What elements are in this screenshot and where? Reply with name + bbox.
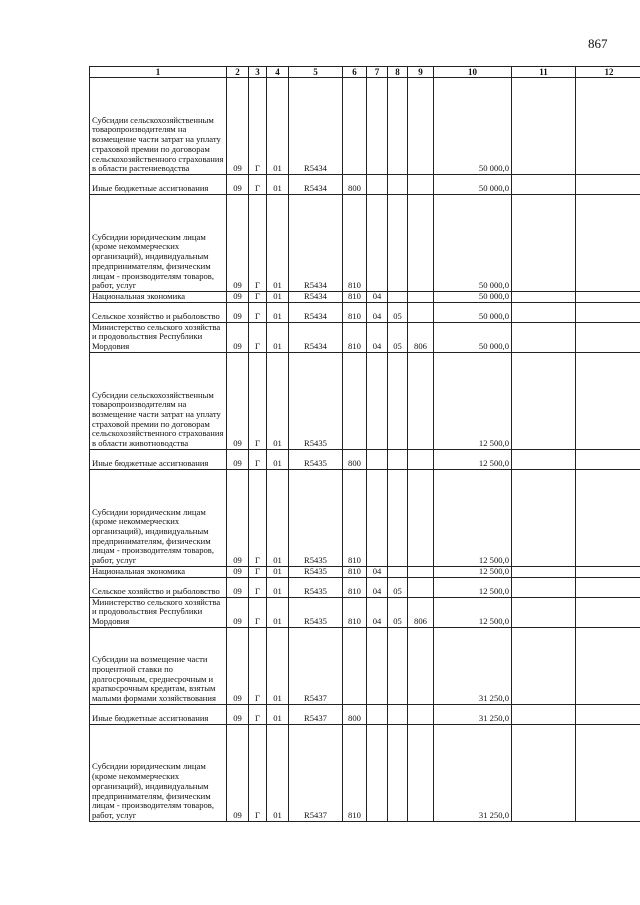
table-row (90, 302, 640, 322)
code-cell-8 (388, 352, 408, 449)
code-cell-8 (388, 195, 408, 292)
code-cell-9 (408, 627, 434, 704)
amount-cell: 50 000,0 (434, 195, 512, 292)
amount-cell: 12 500,0 (434, 597, 512, 627)
column-header-10: 10 (434, 67, 512, 78)
amount-cell: 12 500,0 (434, 469, 512, 566)
code-cell-5: R5434 (289, 292, 343, 303)
code-cell-5: R5435 (289, 566, 343, 577)
code-cell-4: 01 (267, 597, 289, 627)
amount-cell: 31 250,0 (434, 627, 512, 704)
code-cell-11 (512, 627, 576, 704)
code-cell-3: Г (249, 627, 267, 704)
code-cell-8 (388, 469, 408, 566)
code-cell-6: 800 (343, 704, 367, 724)
row-name-cell: Сельское хозяйство и рыболовство (90, 577, 227, 597)
code-cell-9 (408, 566, 434, 577)
code-cell-9 (408, 449, 434, 469)
code-cell-9 (408, 302, 434, 322)
code-cell-7: 04 (367, 577, 388, 597)
code-cell-6: 810 (343, 566, 367, 577)
table-row (90, 577, 640, 597)
code-cell-5: R5437 (289, 627, 343, 704)
code-cell-11 (512, 195, 576, 292)
code-cell-5: R5435 (289, 469, 343, 566)
code-cell-7 (367, 469, 388, 566)
code-cell-5: R5434 (289, 195, 343, 292)
table-row (90, 352, 640, 449)
code-cell-6: 800 (343, 175, 367, 195)
table-row (90, 627, 640, 704)
code-cell-6: 800 (343, 449, 367, 469)
code-cell-5: R5435 (289, 597, 343, 627)
code-cell-11 (512, 302, 576, 322)
table-body (90, 78, 640, 822)
code-cell-4: 01 (267, 627, 289, 704)
code-cell-11 (512, 449, 576, 469)
code-cell-11 (512, 469, 576, 566)
amount-cell: 12 500,0 (434, 449, 512, 469)
code-cell-2: 09 (227, 175, 249, 195)
code-cell-8 (388, 292, 408, 303)
code-cell-2: 09 (227, 292, 249, 303)
code-cell-7: 04 (367, 597, 388, 627)
code-cell-9: 806 (408, 597, 434, 627)
budget-table (89, 66, 640, 822)
code-cell-12 (576, 322, 640, 352)
row-name-cell: Субсидии юридическим лицам (кроме некоммерческих организаций), индивидуальным предпринимателям, физическим лицам - производителям товаров, работ, услуг (90, 469, 227, 566)
table-row (90, 566, 640, 577)
row-name-cell: Субсидии юридическим лицам (кроме некоммерческих организаций), индивидуальным предпринимателям, физическим лицам - производителям товаров, работ, услуг (90, 195, 227, 292)
code-cell-3: Г (249, 469, 267, 566)
code-cell-7: 04 (367, 322, 388, 352)
column-header-11: 11 (512, 67, 576, 78)
code-cell-4: 01 (267, 302, 289, 322)
code-cell-6 (343, 352, 367, 449)
code-cell-3: Г (249, 566, 267, 577)
code-cell-11 (512, 292, 576, 303)
code-cell-2: 09 (227, 352, 249, 449)
code-cell-8 (388, 449, 408, 469)
table-row (90, 597, 640, 627)
code-cell-12 (576, 469, 640, 566)
code-cell-6: 810 (343, 322, 367, 352)
amount-cell: 50 000,0 (434, 292, 512, 303)
code-cell-2: 09 (227, 627, 249, 704)
code-cell-2: 09 (227, 302, 249, 322)
column-header-8: 8 (388, 67, 408, 78)
code-cell-9 (408, 724, 434, 821)
table-row (90, 78, 640, 175)
code-cell-5: R5435 (289, 577, 343, 597)
code-cell-11 (512, 597, 576, 627)
code-cell-9: 806 (408, 322, 434, 352)
column-header-12: 12 (576, 67, 640, 78)
code-cell-7: 04 (367, 292, 388, 303)
code-cell-2: 09 (227, 704, 249, 724)
code-cell-4: 01 (267, 352, 289, 449)
row-name-cell: Сельское хозяйство и рыболовство (90, 302, 227, 322)
table-row (90, 469, 640, 566)
code-cell-8 (388, 724, 408, 821)
code-cell-11 (512, 566, 576, 577)
code-cell-2: 09 (227, 724, 249, 821)
code-cell-7 (367, 704, 388, 724)
code-cell-12 (576, 78, 640, 175)
code-cell-12 (576, 195, 640, 292)
code-cell-2: 09 (227, 78, 249, 175)
column-header-9: 9 (408, 67, 434, 78)
row-name-cell: Национальная экономика (90, 566, 227, 577)
row-name-cell: Субсидии сельскохозяйственным товаропроизводителям на возмещение части затрат на уплату страховой премии по договорам сельскохозяйственного страхования в области растениеводства (90, 78, 227, 175)
amount-cell: 50 000,0 (434, 78, 512, 175)
code-cell-5: R5434 (289, 175, 343, 195)
code-cell-11 (512, 724, 576, 821)
code-cell-3: Г (249, 704, 267, 724)
amount-cell: 50 000,0 (434, 302, 512, 322)
code-cell-7 (367, 195, 388, 292)
row-name-cell: Иные бюджетные ассигнования (90, 449, 227, 469)
code-cell-6: 810 (343, 302, 367, 322)
page-number: 867 (588, 36, 608, 51)
amount-cell: 12 500,0 (434, 352, 512, 449)
code-cell-2: 09 (227, 322, 249, 352)
code-cell-12 (576, 566, 640, 577)
amount-cell: 12 500,0 (434, 577, 512, 597)
code-cell-7 (367, 724, 388, 821)
code-cell-11 (512, 322, 576, 352)
code-cell-7 (367, 78, 388, 175)
code-cell-9 (408, 352, 434, 449)
code-cell-6: 810 (343, 577, 367, 597)
code-cell-8 (388, 627, 408, 704)
table-row (90, 704, 640, 724)
code-cell-7 (367, 627, 388, 704)
code-cell-12 (576, 577, 640, 597)
code-cell-12 (576, 704, 640, 724)
code-cell-5: R5434 (289, 322, 343, 352)
table-row (90, 724, 640, 821)
row-name-cell: Министерство сельского хозяйства и продовольствия Республики Мордовия (90, 597, 227, 627)
code-cell-11 (512, 352, 576, 449)
amount-cell: 12 500,0 (434, 566, 512, 577)
code-cell-3: Г (249, 195, 267, 292)
code-cell-12 (576, 724, 640, 821)
code-cell-3: Г (249, 78, 267, 175)
code-cell-7 (367, 449, 388, 469)
code-cell-9 (408, 704, 434, 724)
code-cell-4: 01 (267, 469, 289, 566)
code-cell-4: 01 (267, 322, 289, 352)
column-header-2: 2 (227, 67, 249, 78)
code-cell-3: Г (249, 322, 267, 352)
code-cell-7: 04 (367, 566, 388, 577)
code-cell-4: 01 (267, 449, 289, 469)
code-cell-2: 09 (227, 449, 249, 469)
amount-cell: 50 000,0 (434, 175, 512, 195)
table-row (90, 449, 640, 469)
code-cell-4: 01 (267, 78, 289, 175)
code-cell-2: 09 (227, 597, 249, 627)
code-cell-2: 09 (227, 566, 249, 577)
code-cell-8 (388, 78, 408, 175)
code-cell-9 (408, 292, 434, 303)
code-cell-4: 01 (267, 566, 289, 577)
code-cell-8: 05 (388, 302, 408, 322)
column-header-6: 6 (343, 67, 367, 78)
code-cell-6 (343, 78, 367, 175)
row-name-cell: Иные бюджетные ассигнования (90, 704, 227, 724)
code-cell-12 (576, 597, 640, 627)
amount-cell: 31 250,0 (434, 704, 512, 724)
code-cell-11 (512, 175, 576, 195)
row-name-cell: Национальная экономика (90, 292, 227, 303)
code-cell-7 (367, 175, 388, 195)
code-cell-3: Г (249, 302, 267, 322)
code-cell-7 (367, 352, 388, 449)
row-name-cell: Субсидии сельскохозяйственным товаропроизводителям на возмещение части затрат на уплату страховой премии по договорам сельскохозяйственного страхования в области животноводства (90, 352, 227, 449)
code-cell-11 (512, 577, 576, 597)
code-cell-8 (388, 175, 408, 195)
code-cell-5: R5437 (289, 724, 343, 821)
code-cell-11 (512, 78, 576, 175)
code-cell-12 (576, 352, 640, 449)
code-cell-12 (576, 292, 640, 303)
code-cell-2: 09 (227, 195, 249, 292)
code-cell-8: 05 (388, 597, 408, 627)
table-row (90, 175, 640, 195)
column-header-3: 3 (249, 67, 267, 78)
code-cell-3: Г (249, 292, 267, 303)
code-cell-5: R5435 (289, 352, 343, 449)
code-cell-8: 05 (388, 322, 408, 352)
code-cell-4: 01 (267, 195, 289, 292)
code-cell-2: 09 (227, 469, 249, 566)
table-row (90, 292, 640, 303)
table-row (90, 322, 640, 352)
code-cell-3: Г (249, 175, 267, 195)
code-cell-3: Г (249, 724, 267, 821)
column-header-1: 1 (90, 67, 227, 78)
code-cell-7: 04 (367, 302, 388, 322)
column-header-5: 5 (289, 67, 343, 78)
code-cell-6: 810 (343, 724, 367, 821)
column-header-7: 7 (367, 67, 388, 78)
code-cell-9 (408, 469, 434, 566)
amount-cell: 50 000,0 (434, 322, 512, 352)
code-cell-5: R5434 (289, 78, 343, 175)
code-cell-5: R5434 (289, 302, 343, 322)
code-cell-3: Г (249, 597, 267, 627)
row-name-cell: Министерство сельского хозяйства и продовольствия Республики Мордовия (90, 322, 227, 352)
row-name-cell: Субсидии на возмещение части процентной ставки по долгосрочным, среднесрочным и краткосрочным кредитам, взятым малыми формами хозяйствования (90, 627, 227, 704)
amount-cell: 31 250,0 (434, 724, 512, 821)
code-cell-9 (408, 577, 434, 597)
code-cell-6: 810 (343, 195, 367, 292)
code-cell-6: 810 (343, 469, 367, 566)
column-header-4: 4 (267, 67, 289, 78)
code-cell-12 (576, 175, 640, 195)
row-name-cell: Субсидии юридическим лицам (кроме некоммерческих организаций), индивидуальным предпринимателям, физическим лицам - производителям товаров, работ, услуг (90, 724, 227, 821)
code-cell-9 (408, 78, 434, 175)
code-cell-3: Г (249, 449, 267, 469)
code-cell-12 (576, 449, 640, 469)
code-cell-9 (408, 175, 434, 195)
code-cell-11 (512, 704, 576, 724)
code-cell-4: 01 (267, 724, 289, 821)
code-cell-12 (576, 627, 640, 704)
code-cell-8 (388, 566, 408, 577)
code-cell-4: 01 (267, 175, 289, 195)
code-cell-2: 09 (227, 577, 249, 597)
code-cell-4: 01 (267, 292, 289, 303)
code-cell-4: 01 (267, 577, 289, 597)
code-cell-12 (576, 302, 640, 322)
row-name-cell: Иные бюджетные ассигнования (90, 175, 227, 195)
code-cell-6: 810 (343, 597, 367, 627)
code-cell-8 (388, 704, 408, 724)
code-cell-6: 810 (343, 292, 367, 303)
code-cell-8: 05 (388, 577, 408, 597)
code-cell-5: R5435 (289, 449, 343, 469)
code-cell-5: R5437 (289, 704, 343, 724)
header-row (90, 67, 640, 78)
code-cell-9 (408, 195, 434, 292)
code-cell-6 (343, 627, 367, 704)
table-row (90, 195, 640, 292)
code-cell-3: Г (249, 577, 267, 597)
code-cell-3: Г (249, 352, 267, 449)
code-cell-4: 01 (267, 704, 289, 724)
